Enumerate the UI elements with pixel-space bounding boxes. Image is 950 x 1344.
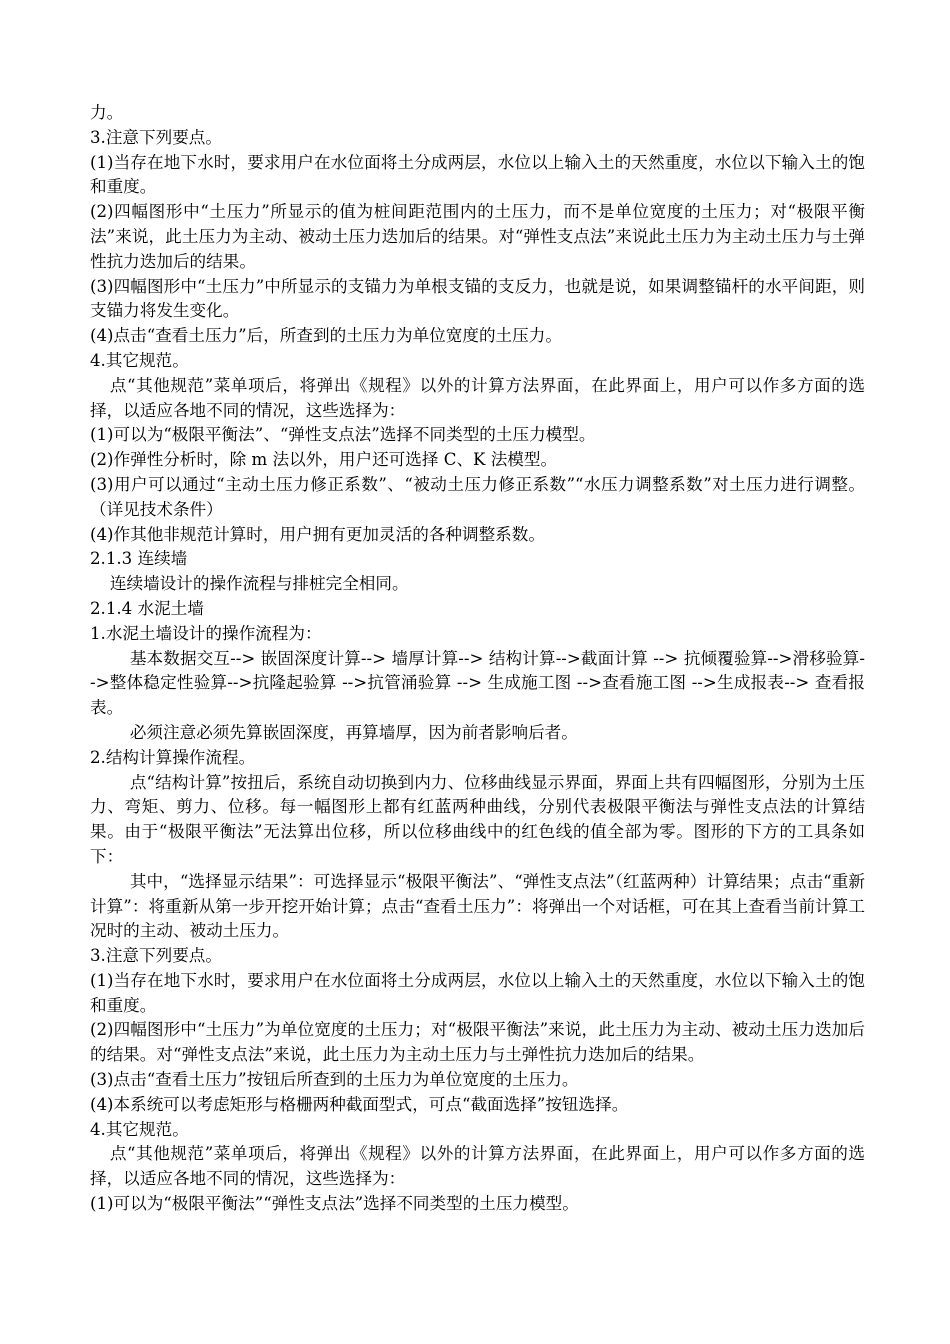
section-heading: 2.1.4 水泥土墙 — [90, 598, 204, 618]
paragraph: 基本数据交互--> 嵌固深度计算--> 墙厚计算--> 结构计算-->截面计算 --> 抗倾覆验算-->滑移验算-->整体稳定性验算-->抗隆起验算 -->抗管涌验算 --> 生成施工图 -->查看施工图 -->生成报表--> 查看报表。 — [90, 648, 865, 718]
paragraph: 点“其他规范”菜单项后，将弹出《规程》以外的计算方法界面，在此界面上，用户可以作多方面的选择，以适应各地不同的情况，这些选择为： — [90, 1144, 865, 1189]
paragraph: (2)作弹性分析时，除 m 法以外，用户还可选择 C、K 法模型。 — [90, 450, 558, 470]
paragraph: (2)四幅图形中“土压力”所显示的值为桩间距范围内的土压力，而不是单位宽度的土压力；对“极限平衡法”来说，此土压力为主动、被动土压力迭加后的结果。对“弹性支点法”来说此土压力为主动土压力与土弹性抗力迭加后的结果。 — [90, 202, 865, 271]
paragraph: (4)作其他非规范计算时，用户拥有更加灵活的各种调整系数。 — [90, 524, 545, 544]
paragraph: (1)可以为“极限平衡法”“弹性支点法”选择不同类型的土压力模型。 — [90, 1194, 579, 1214]
paragraph: 必须注意必须先算嵌固深度，再算墙厚，因为前者影响后者。 — [129, 722, 578, 742]
paragraph: 点“其他规范”菜单项后，将弹出《规程》以外的计算方法界面，在此界面上，用户可以作多方面的选择，以适应各地不同的情况，这些选择为： — [90, 375, 865, 420]
heading: 1.水泥土墙设计的操作流程为： — [90, 623, 322, 643]
paragraph: 力。 — [90, 103, 124, 122]
document-page — [90, 101, 865, 1217]
heading: 4.其它规范。 — [90, 1119, 189, 1139]
paragraph: (1)当存在地下水时，要求用户在水位面将土分成两层，水位以上输入土的天然重度，水位以下输入土的饱和重度。 — [90, 970, 865, 1015]
section-heading: 2.1.3 连续墙 — [90, 549, 188, 569]
paragraph: (4)本系统可以考虑矩形与格栅两种截面型式，可点“截面选择”按钮选择。 — [90, 1094, 629, 1114]
paragraph: (2)四幅图形中“土压力”为单位宽度的土压力；对“极限平衡法”来说，此土压力为主动、被动土压力迭加后的结果。对“弹性支点法”来说，此土压力为主动土压力与土弹性抗力迭加后的结果。 — [90, 1020, 865, 1065]
heading: 3.注意下列要点。 — [90, 127, 222, 147]
paragraph: (3)四幅图形中“土压力”中所显示的支锚力为单根支锚的支反力，也就是说，如果调整锚杆的水平间距，则支锚力将发生变化。 — [90, 276, 865, 321]
heading: 2.结构计算操作流程。 — [90, 747, 256, 767]
paragraph: (1)当存在地下水时，要求用户在水位面将土分成两层，水位以上输入土的天然重度，水位以下输入土的饱和重度。 — [90, 152, 865, 197]
paragraph: (3)用户可以通过“主动土压力修正系数”、“被动土压力修正系数”“水压力调整系数”对土压力进行调整。（详见技术条件） — [90, 474, 865, 519]
paragraph: (4)点击“查看土压力”后，所查到的土压力为单位宽度的土压力。 — [90, 326, 562, 346]
paragraph: 其中，“选择显示结果”：可选择显示“极限平衡法”、“弹性支点法”（红蓝两种）计算结果；点击“重新计算”：将重新从第一步开挖开始计算；点击“查看土压力”：将弹出一个对话框，可在其上查看当前计算工况时的主动、被动土压力。 — [90, 871, 865, 941]
paragraph: 点“结构计算”按扭后，系统自动切换到内力、位移曲线显示界面，界面上共有四幅图形，分别为土压力、弯矩、剪力、位移。每一幅图形上都有红蓝两种曲线，分别代表极限平衡法与弹性支点法的计算结果。由于“极限平衡法”无法算出位移，所以位移曲线中的红色线的值全部为零。图形的下方的工具条如下： — [90, 772, 865, 866]
paragraph: 连续墙设计的操作流程与排桩完全相同。 — [109, 574, 409, 594]
heading: 4.其它规范。 — [90, 350, 189, 370]
paragraph: (1)可以为“极限平衡法”、“弹性支点法”选择不同类型的土压力模型。 — [90, 425, 596, 445]
paragraph: (3)点击“查看土压力”按钮后所查到的土压力为单位宽度的土压力。 — [90, 1070, 579, 1090]
heading: 3.注意下列要点。 — [90, 946, 222, 966]
